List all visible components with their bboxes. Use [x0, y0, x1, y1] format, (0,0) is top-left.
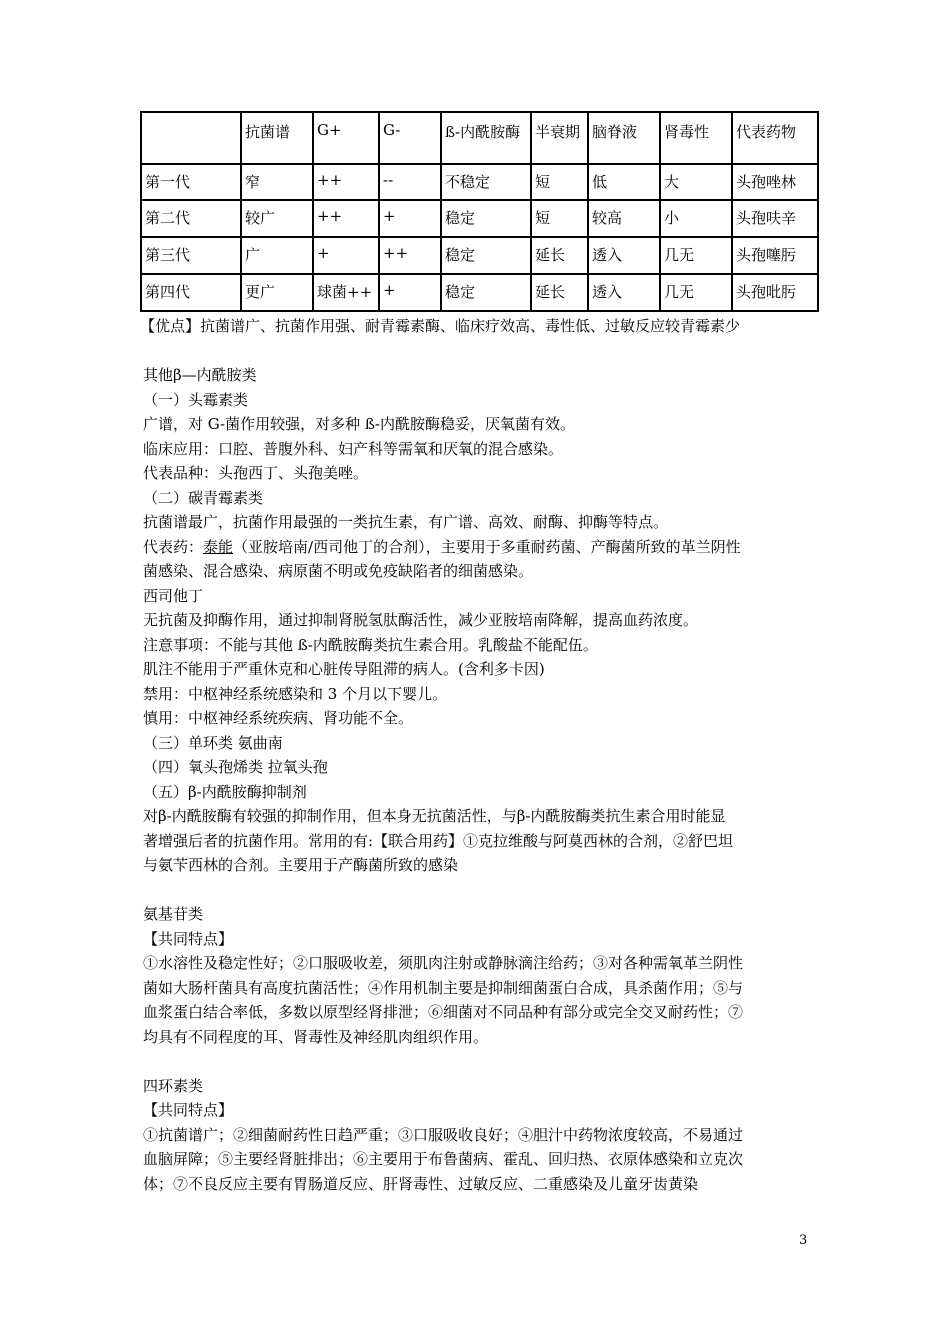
text-line: 体；⑦不良反应主要有胃肠道反应、肝肾毒性、过敏反应、二重感染及儿童牙齿黄染 — [143, 1174, 699, 1193]
table-cell: 球菌++ — [313, 274, 379, 311]
table-row — [141, 237, 818, 274]
table-cell: 小 — [660, 200, 732, 237]
table-row — [141, 164, 818, 200]
table-cell: 短 — [531, 164, 588, 200]
table-cell: 头孢唑林 — [732, 164, 818, 200]
table-cell: 短 — [531, 200, 588, 237]
text-line: 代表品种：头孢西丁、头孢美唑。 — [143, 464, 369, 482]
text-line: ①抗菌谱广；②细菌耐药性日趋严重；③口服吸收良好；④胆汁中药物浓度较高，不易通过 — [143, 1125, 744, 1144]
table-cell: ++ — [313, 200, 379, 237]
text-line: 禁用：中枢神经系统感染和 3 个月以下婴儿。 — [143, 684, 448, 703]
table-header-row — [141, 112, 818, 164]
text-line: 抗菌谱最广，抗菌作用最强的一类抗生素，有广谱、高效、耐酶、抑酶等特点。 — [143, 513, 669, 531]
table-cell: 低 — [588, 164, 660, 200]
table-row — [141, 200, 818, 237]
section-title: 四环素类 — [143, 1076, 204, 1095]
table-cell: 头孢噻肟 — [732, 237, 818, 274]
text-line: 西司他丁 — [143, 586, 204, 605]
table-cell: 稳定 — [441, 200, 531, 237]
table-cell: 头孢呋辛 — [732, 200, 818, 237]
text-line: 血脑屏障；⑤主要经肾脏排出；⑥主要用于布鲁菌病、霍乱、回归热、衣原体感染和立克次 — [143, 1150, 744, 1168]
text-line: 对β-内酰胺酶有较强的抑制作用，但本身无抗菌活性，与β-内酰胺酶类抗生素合用时能显 — [143, 807, 726, 825]
section-subtitle: 【共同特点】 — [143, 929, 234, 948]
subsection-heading: （二）碳青霉素类 — [143, 488, 264, 507]
table-cell: 广 — [241, 237, 313, 274]
subsection-heading: （四）氧头孢烯类 拉氧头孢 — [143, 758, 328, 776]
header-cell: ß-内酰胺酶 — [441, 112, 531, 164]
table-cell: 更广 — [241, 274, 313, 311]
section-title: 氨基苷类 — [143, 905, 204, 923]
table-cell: + — [313, 237, 379, 274]
table-cell: 头孢吡肟 — [732, 274, 818, 311]
header-cell: 抗菌谱 — [241, 112, 313, 164]
header-cell — [141, 112, 241, 164]
subsection-heading: （三）单环类 氨曲南 — [143, 733, 283, 752]
text-line: 均具有不同程度的耳、肾毒性及神经肌肉组织作用。 — [143, 1027, 489, 1046]
table-cell: 延长 — [531, 237, 588, 274]
text-line: 肌注不能用于严重休克和心脏传导阻滞的病人。(含利多卡因) — [143, 660, 545, 678]
table-cell: 几无 — [660, 274, 732, 311]
table-cell: ++ — [313, 164, 379, 200]
table-cell: 透入 — [588, 274, 660, 311]
advantage-paragraph: 【优点】抗菌谱广、抗菌作用强、耐青霉素酶、临床疗效高、毒性低、过敏反应较青霉素少 — [140, 317, 741, 335]
text-line: 血浆蛋白结合率低，多数以原型经肾排泄；⑥细菌对不同品种有部分或完全交叉耐药性；⑦ — [143, 1003, 744, 1021]
header-cell: G- — [379, 112, 441, 164]
text-line: 菌感染、混合感染、病原菌不明或免疫缺陷者的细菌感染。 — [143, 562, 534, 580]
table-cell: 较高 — [588, 200, 660, 237]
rep-rest: （亚胺培南/西司他丁的合剂），主要用于多重耐药菌、产酶菌所致的革兰阴性 — [233, 537, 741, 556]
header-cell: G+ — [313, 112, 379, 164]
table-row — [141, 274, 818, 311]
representative-drug-line — [143, 535, 820, 560]
body-text — [140, 314, 820, 1196]
table-cell: + — [379, 200, 441, 237]
text-line: 无抗菌及抑酶作用，通过抑制肾脱氢肽酶活性，减少亚胺培南降解，提高血药浓度。 — [143, 611, 699, 629]
text-line: 菌如大肠杆菌具有高度抗菌活性；④作用机制主要是抑制细菌蛋白合成，具杀菌作用；⑤与 — [143, 978, 744, 997]
table-cell: 延长 — [531, 274, 588, 311]
text-line: 临床应用：口腔、普腹外科、妇产科等需氧和厌氧的混合感染。 — [143, 439, 564, 458]
subsection-heading: （五）β-内酰胺酶抑制剂 — [143, 782, 307, 801]
text-line: 注意事项：不能与其他 ß-内酰胺酶类抗生素合用。乳酸盐不能配伍。 — [143, 635, 598, 654]
rep-drug-link[interactable]: 泰能 — [203, 537, 234, 556]
table-cell: 窄 — [241, 164, 313, 200]
header-cell: 肾毒性 — [660, 112, 732, 164]
subsection-heading: （一）头霉素类 — [143, 390, 249, 409]
table-cell: 大 — [660, 164, 732, 200]
text-line: 广谱，对 G-菌作用较强，对多种 ß-内酰胺酶稳妥，厌氧菌有效。 — [143, 415, 575, 433]
table-cell: 稳定 — [441, 237, 531, 274]
page-number: 3 — [799, 1233, 808, 1248]
table-cell: 几无 — [660, 237, 732, 274]
header-cell: 半衰期 — [531, 112, 588, 164]
header-cell: 脑脊液 — [588, 112, 660, 164]
table-cell: 第三代 — [141, 237, 241, 274]
table-cell: -- — [379, 164, 441, 200]
table-cell: 较广 — [241, 200, 313, 237]
text-line: 慎用：中枢神经系统疾病、肾功能不全。 — [143, 709, 414, 727]
text-line: 与氨苄西林的合剂。主要用于产酶菌所致的感染 — [143, 856, 459, 874]
rep-prefix: 代表药： — [143, 537, 204, 556]
text-line: ①水溶性及稳定性好；②口服吸收差，须肌肉注射或静脉滴注给药；③对各种需氧革兰阴性 — [143, 954, 744, 972]
section-title: 其他β—内酰胺类 — [143, 366, 257, 384]
table-cell: 不稳定 — [441, 164, 531, 200]
text-line: 著增强后者的抗菌作用。常用的有:【联合用药】①克拉维酸与阿莫西林的合剂，②舒巴坦 — [143, 831, 734, 850]
table-cell: 第四代 — [141, 274, 241, 311]
table-cell: + — [379, 274, 441, 311]
table-cell: 第一代 — [141, 164, 241, 200]
cephalosporin-table — [140, 111, 819, 312]
table-cell: ++ — [379, 237, 441, 274]
table-cell: 第二代 — [141, 200, 241, 237]
table-cell: 透入 — [588, 237, 660, 274]
section-subtitle: 【共同特点】 — [143, 1101, 234, 1119]
header-cell: 代表药物 — [732, 112, 818, 164]
table-cell: 稳定 — [441, 274, 531, 311]
